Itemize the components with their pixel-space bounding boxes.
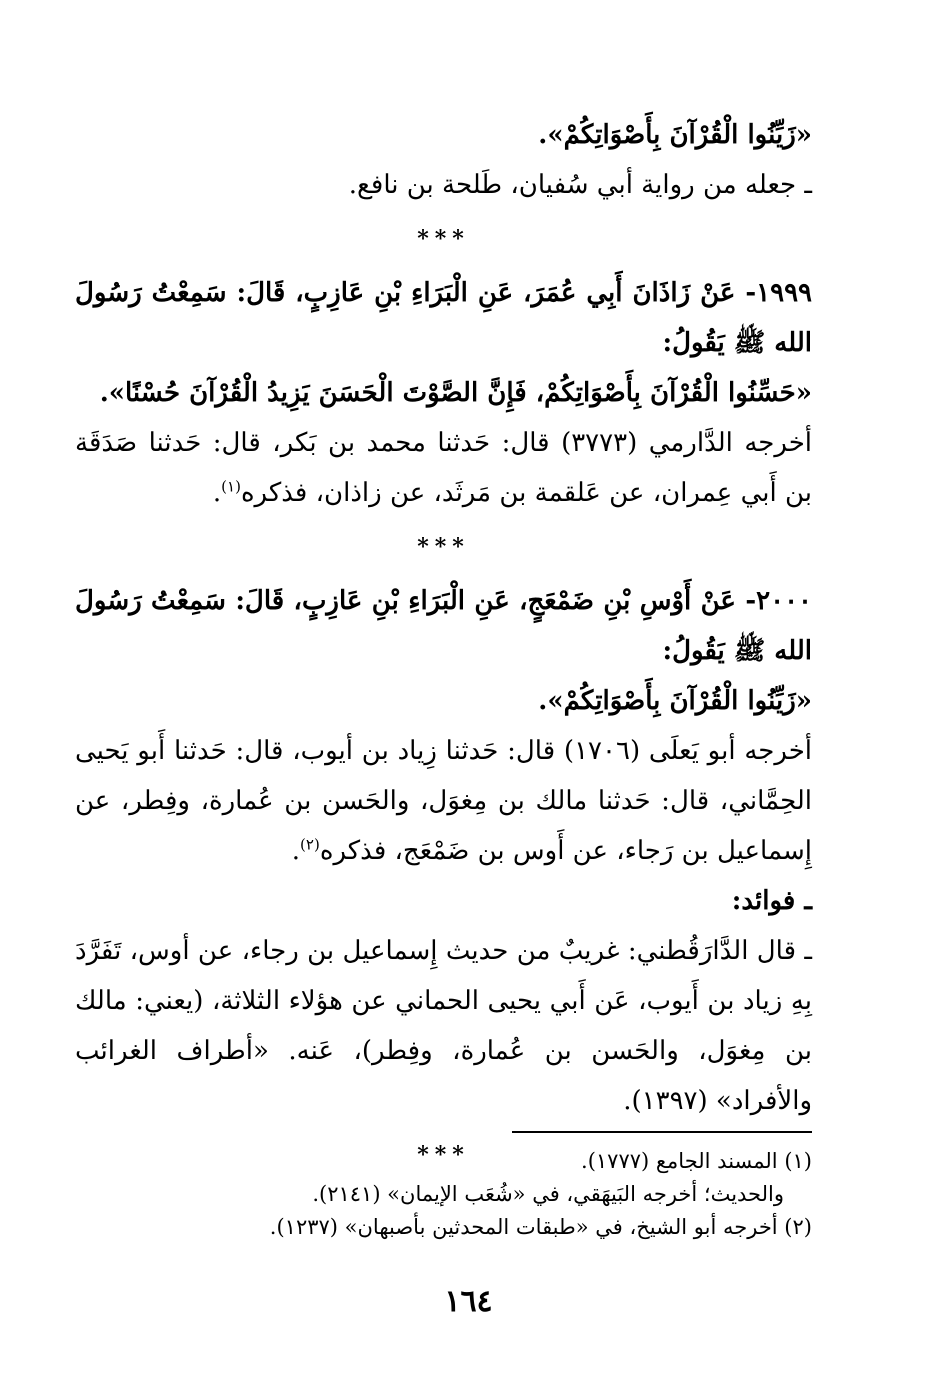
benefits-heading: ـ فوائد: — [731, 886, 812, 916]
takhrij-text: أخرجه أبو يَعلَى (١٧٠٦) قال: حَدثنا زِياد بن أيوب، قال: حَدثنا أَبو يَحيى الحِمَّاني، قال: حَدثنا مالك بن مِغوَل، والحَسن بن عُمارة، وفِطر، عن إِسماعيل بن رَجاء، عن أَوس بن ضَمْعَج، فذكره — [75, 736, 813, 866]
hadith-1999-text: ١٩٩٩- عَنْ زَاذَانَ أَبِي عُمَرَ، عَنِ الْبَرَاءِ بْنِ عَازِبٍ، قَالَ: سَمِعْتُ رَسُولَ الله ﷺ يَقُولُ: — [75, 278, 813, 358]
sentence-end: . — [212, 478, 222, 508]
takhrij-text: أخرجه الدَّارمي (٣٧٧٣) قال: حَدثنا محمد بن بَكر، قال: حَدثنا صَدَقَة بن أَبي عِمران، عن عَلقمة بن مَرثَد، عن زاذان، فذكره — [75, 428, 812, 508]
page-number: ١٦٤ — [444, 1284, 493, 1319]
footnote-ref-1[interactable]: (١) — [221, 477, 241, 496]
hadith-2000-text: ٢٠٠٠- عَنْ أَوْسِ بْنِ ضَمْعَجٍ، عَنِ الْبَرَاءِ بْنِ عَازِبٍ، قَالَ: سَمِعْتُ رَسُولَ الله ﷺ يَقُولُ: — [75, 586, 812, 666]
footnote-divider — [512, 1131, 812, 1133]
footnotes — [75, 1145, 812, 1244]
narration-note: ـ جعله من رواية أبي سُفيان، طَلحة بن نافع. — [348, 170, 812, 200]
hadith-2000-quote: «زَيِّنُوا الْقُرْآنَ بِأَصْوَاتِكُمْ». — [538, 686, 812, 716]
main-text — [75, 110, 812, 1180]
separator-stars: *** — [417, 1142, 470, 1168]
footnote-1-continuation: والحديث؛ أخرجه البَيهَقي، في «شُعَب الإيمان» (٢١٤١). — [312, 1182, 784, 1206]
footnote-1: (١) المسند الجامع (١٧٧٧). — [581, 1149, 812, 1173]
footnote-ref-2[interactable]: (٢) — [300, 835, 320, 854]
hadith-1999-quote: «حَسِّنُوا الْقُرْآنَ بِأَصْوَاتِكُمْ، فَإِنَّ الصَّوْتَ الْحَسَنَ يَزِيدُ الْقُرْآنَ حُسْنًا». — [99, 378, 812, 408]
benefits-text: ـ قال الدَّارَقُطني: غريبٌ من حديث إِسماعيل بن رجاء، عن أوس، تَفَرَّدَ بِهِ زياد بن أَيوب، عَن أَبي يحيى الحماني عن هؤلاء الثلاثة، (يعني: مالك بن مِغوَل، والحَسن بن عُمارة، وفِطر)، عَنه. «أطراف الغرائب والأفراد» (١٣٩٧). — [75, 936, 812, 1116]
footnote-2: (٢) أخرجه أبو الشيخ، في «طبقات المحدثين بأصبهان» (١٢٣٧). — [269, 1215, 812, 1239]
separator-stars: *** — [417, 534, 470, 560]
separator-stars: *** — [417, 226, 470, 252]
sentence-end: . — [291, 836, 301, 866]
hadith-2000-takhrij — [75, 726, 812, 876]
hadith-1999-takhrij — [75, 418, 812, 518]
hadith-quote-prev: «زَيِّنُوا الْقُرْآنَ بِأَصْوَاتِكُمْ». — [538, 120, 812, 150]
